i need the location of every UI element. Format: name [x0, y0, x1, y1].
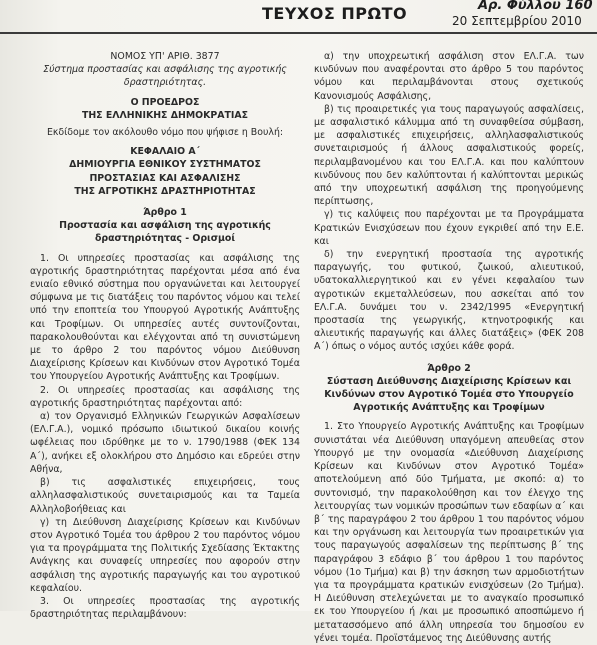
- right-column: [314, 50, 584, 645]
- article-1-para-2-intro: 2. Οι υπηρεσίες προστασίας και ασφάλισης της αγροτικής δραστηριότητας παρέχονται από:: [30, 384, 300, 409]
- law-subtitle: Σύστημα προστασίας και ασφάλισης της αγροτικής δραστηριότητας.: [43, 64, 287, 89]
- header-rule: [0, 32, 597, 34]
- article-2-heading: Σύσταση Διεύθυνσης Διαχείρισης Κρίσεων και Κινδύνων στον Αγροτικό Τομέα στο Υπουργείο Αγροτικής Ανάπτυξης και Τροφίμων: [324, 375, 574, 414]
- chapter-title-line-1: ΔΗΜΙΟΥΡΓΙΑ ΕΘΝΙΚΟΥ ΣΥΣΤΗΜΑΤΟΣ: [69, 159, 261, 171]
- president-line-2: ΤΗΣ ΕΛΛΗΝΙΚΗΣ ΔΗΜΟΚΡΑΤΙΑΣ: [81, 109, 249, 121]
- article-1-para-2-a: α) τον Οργανισμό Ελληνικών Γεωργικών Ασφαλίσεων (ΕΛ.Γ.Α.), νομικό πρόσωπο ιδιωτικού δικαίου κοινής ωφέλειας που ιδρύθηκε με το ν. 1790/1988 (ΦΕΚ 134 Α΄), ανήκει εξ ολοκλήρου στο Δημόσιο και εδρεύει στην Αθήνα,: [30, 411, 300, 475]
- issue-title: ΤΕΥΧΟΣ ΠΡΩΤΟ: [262, 4, 408, 23]
- article-1-heading: Προστασία και ασφάλιση της αγροτικής δραστηριότητας - Ορισμοί: [59, 220, 271, 245]
- issue-date: 20 Σεπτεμβρίου 2010: [452, 14, 582, 28]
- article-1-item-d: δ) την ενεργητική προστασία της αγροτικής παραγωγής, του φυτικού, ζωικού, αλιευτικού, υδατοκαλλιεργητικού και εν γένει κεφαλαίου των αγροτικών εκμεταλλεύσεων, που ασκείται από τον ΕΛ.Γ.Α. δυνάμει του ν. 2342/1995 «Ενεργητική προστασία της γεωργικής, κτηνοτροφικής και αλιευτικής παραγωγής και άλλες διατάξεις» (ΦΕΚ 208 Α΄) όπως ο νόμος αυτός ισχύει κάθε φορά.: [314, 249, 584, 353]
- chapter-number: ΚΕΦΑΛΑΙΟ Α΄: [130, 146, 200, 158]
- article-1-para-2-c: γ) τη Διεύθυνση Διαχείρισης Κρίσεων και Κινδύνων στον Αγροτικό Τομέα του άρθρου 2 του παρόντος νόμου για τα προγράμματα της Πολιτικής Σχεδίασης Έκτακτης Ανάγκης και συναφείς υπηρεσίες που αφορούν στην ασφάλιση της αγροτικής παραγωγής και του αγροτικού κεφαλαίου.: [30, 516, 300, 594]
- article-1-para-1: 1. Οι υπηρεσίες προστασίας και ασφάλισης της αγροτικής δραστηριότητας παρέχονται μέσα από ένα ενιαίο εθνικό σύστημα που οργανώνεται και λειτουργεί σύμφωνα με τις διατάξεις του παρόντος νόμου και τελεί υπό την εποπτεία του Υπουργού Αγροτικής Ανάπτυξης και Τροφίμων. Οι υπηρεσίες αυτές συντονίζονται, παρακολουθούνται και ελέγχονται από τη συνιστώμενη με το άρθρο 2 του παρόντος νόμου Διεύθυνση Διαχείρισης Κρίσεων και Κινδύνων στον Αγροτικό Τομέα του Υπουργείου Αγροτικής Ανάπτυξης και Τροφίμων.: [30, 252, 300, 383]
- chapter-title-line-2: ΠΡΟΣΤΑΣΙΑΣ ΚΑΙ ΑΣΦΑΛΙΣΗΣ: [89, 172, 241, 184]
- article-2-para-1: 1. Στο Υπουργείο Αγροτικής Ανάπτυξης και Τροφίμων συνιστάται νέα Διεύθυνση υπαγόμενη απευθείας στον Υπουργό με την ονομασία «Διεύθυνση Διαχείρισης Κρίσεων και Κινδύνων στον Αγροτικό Τομέα» αποτελούμενη από δύο Τμήματα, με σκοπό: α) το συντονισμό, την παρακολούθηση και τον έλεγχο της λειτουργίας των νομικών προσώπων των εδαφίων α΄ και β΄ της παραγράφου 2 του άρθρου 1 του παρόντος νόμου και την οργάνωση και λειτουργία των προαιρετικών για τους παραγωγούς ασφαλίσεων της περίπτωσης β΄ της παραγράφου 3 εδάφιο β΄ του άρθρου 1 του παρόντος νόμου (1ο Τμήμα) και β) την άσκηση των αρμοδιοτήτων για τα προγράμματα κρατικών ενισχύσεων (2ο Τμήμα). Η Διεύθυνση στελεχώνεται με το αναγκαίο προσωπικό εκ του Υπουργείου ή /και με προσωπικό αποσπώμενο ή μετατασσόμενο από άλλη υπηρεσία του δημοσίου εν γένει τομέα. Προϊστάμενος της Διεύθυνσης αυτής: [314, 421, 584, 644]
- chapter-title-line-3: ΤΗΣ ΑΓΡΟΤΙΚΗΣ ΔΡΑΣΤΗΡΙΟΤΗΤΑΣ: [74, 185, 256, 197]
- article-1-item-c: γ) τις καλύψεις που παρέχονται με τα Προγράμματα Κρατικών Ενισχύσεων που έχουν εγκριθεί από την Ε.Ε. και: [314, 209, 584, 247]
- promulgation-text: Εκδίδομε τον ακόλουθο νόμο που ψήφισε η Βουλή:: [46, 127, 284, 139]
- article-1-item-a: α) την υποχρεωτική ασφάλιση στον ΕΛ.Γ.Α. των κινδύνων που αναφέρονται στο άρθρο 5 του παρόντος νόμου και περιλαμβάνονται στους σχετικούς Κανονισμούς Ασφάλισης,: [314, 51, 584, 102]
- article-1-title: Άρθρο 1: [143, 207, 187, 219]
- article-2-title: Άρθρο 2: [427, 362, 471, 374]
- article-1-item-b: β) τις προαιρετικές για τους παραγωγούς ασφαλίσεις, με ασφαλιστικό κάλυμμα από τη συναφθείσα σύμβαση, με ασφαλιστικές επιχειρήσεις, αλληλασφαλιστικούς συνεταιρισμούς ή άλλους ασφαλιστικούς φορείς, περιλαμβανομένου και του ΕΛ.Γ.Α. και που καλύπτουν κινδύνους που δεν καλύπτονται ή καλύπτονται μερικώς από την υποχρεωτική ασφάλιση της προηγούμενης περίπτωσης,: [314, 103, 584, 208]
- law-number: ΝΟΜΟΣ ΥΠ' ΑΡΙΘ. 3877: [110, 51, 220, 62]
- sheet-number: Αρ. Φύλλου 160: [478, 0, 593, 13]
- article-1-para-2-b: β) τις ασφαλιστικές επιχειρήσεις, τους αλληλασφαλιστικούς συνεταιρισμούς και τα Ταμεία Αλληλοβοήθειας και: [30, 477, 300, 515]
- left-column: [30, 50, 300, 621]
- article-1-para-3: 3. Οι υπηρεσίες προστασίας της αγροτικής δραστηριότητας περιλαμβάνουν:: [30, 595, 300, 621]
- president-line-1: Ο ΠΡΟΕΔΡΟΣ: [130, 96, 200, 108]
